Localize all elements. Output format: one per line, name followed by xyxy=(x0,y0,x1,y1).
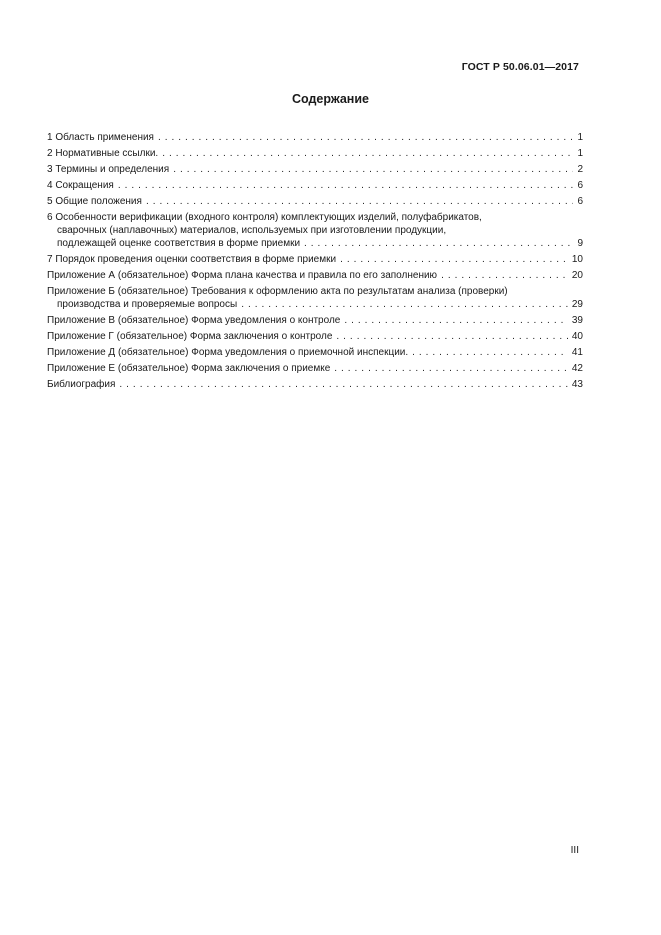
toc-entry-text: 4 Сокращения xyxy=(47,180,114,191)
toc-leader-dots xyxy=(336,330,567,343)
toc-page-number: 9 xyxy=(577,238,583,249)
toc-entry-text: Приложение В (обязательное) Форма уведомления о контроле xyxy=(47,315,341,326)
toc-leader-dots xyxy=(146,195,574,208)
page-number: III xyxy=(570,845,579,856)
toc-page-number: 39 xyxy=(571,315,583,326)
toc-leader-dots xyxy=(340,253,568,266)
toc-page-number: 10 xyxy=(571,254,583,265)
toc-entry[interactable] xyxy=(47,163,583,176)
toc-leader-dots xyxy=(412,346,568,359)
toc-page-number: 43 xyxy=(571,379,583,390)
toc-entry-text: 7 Порядок проведения оценки соответствия в форме приемки xyxy=(47,254,337,265)
toc-page-number: 40 xyxy=(571,331,583,342)
toc-entry-text: Приложение Г (обязательное) Форма заключения о контроле xyxy=(47,331,333,342)
toc-entry[interactable] xyxy=(47,179,583,192)
toc-leader-dots xyxy=(162,147,573,160)
toc-entry[interactable] xyxy=(47,253,583,266)
toc-entry-text: Приложение А (обязательное) Форма плана качества и правила по его заполнению xyxy=(47,270,438,281)
toc-page-number: 1 xyxy=(577,132,583,143)
toc-entry[interactable] xyxy=(47,330,583,343)
toc-entry-text: Приложение Д (обязательное) Форма уведомления о приемочной инспекции. xyxy=(47,347,409,358)
toc-entry-text: 3 Термины и определения xyxy=(47,164,170,175)
toc-page-number: 6 xyxy=(577,180,583,191)
toc-entry-text: подлежащей оценке соответствия в форме приемки xyxy=(57,238,301,249)
toc-entry[interactable] xyxy=(47,131,583,144)
toc-entry-text: 5 Общие положения xyxy=(47,196,142,207)
toc-leader-dots xyxy=(173,163,573,176)
toc-page-number: 29 xyxy=(571,299,583,310)
toc-entry-text: 6 Особенности верификации (входного контроля) комплектующих изделий, полуфабрикатов, xyxy=(47,212,482,223)
toc-page-number: 41 xyxy=(571,347,583,358)
toc-entry-text: Библиография xyxy=(47,379,116,390)
toc-leader-dots xyxy=(158,131,573,144)
toc-page-number: 6 xyxy=(577,196,583,207)
toc-entry[interactable] xyxy=(47,346,583,359)
toc-entry[interactable] xyxy=(47,378,583,391)
toc-entry-text: производства и проверяемые вопросы xyxy=(57,299,238,310)
toc-leader-dots xyxy=(119,378,567,391)
table-of-contents xyxy=(47,131,583,394)
toc-entry[interactable] xyxy=(47,147,583,160)
toc-leader-dots xyxy=(344,314,568,327)
toc-leader-dots xyxy=(441,269,568,282)
document-code: ГОСТ Р 50.06.01—2017 xyxy=(461,61,579,73)
toc-leader-dots xyxy=(118,179,574,192)
toc-entry[interactable] xyxy=(47,269,583,282)
toc-page-number: 1 xyxy=(577,148,583,159)
toc-entry[interactable] xyxy=(47,195,583,208)
toc-leader-dots xyxy=(334,362,568,375)
toc-entry[interactable] xyxy=(47,285,583,311)
toc-page-number: 20 xyxy=(571,270,583,281)
toc-entry[interactable] xyxy=(47,211,583,250)
toc-entry-text: Приложение Е (обязательное) Форма заключения о приемке xyxy=(47,363,331,374)
toc-entry-text: сварочных (наплавочных) материалов, используемых при изготовлении продукции, xyxy=(57,225,447,236)
toc-title: Содержание xyxy=(291,92,369,106)
toc-leader-dots xyxy=(304,237,573,250)
toc-entry[interactable] xyxy=(47,362,583,375)
toc-page-number: 2 xyxy=(577,164,583,175)
toc-page-number: 42 xyxy=(571,363,583,374)
toc-entry-text: 2 Нормативные ссылки. xyxy=(47,148,159,159)
toc-leader-dots xyxy=(241,298,568,311)
toc-entry-text: 1 Область применения xyxy=(47,132,154,143)
toc-entry[interactable] xyxy=(47,314,583,327)
toc-entry-text: Приложение Б (обязательное) Требования к оформлению акта по результатам анализа (проверки) xyxy=(47,286,508,297)
